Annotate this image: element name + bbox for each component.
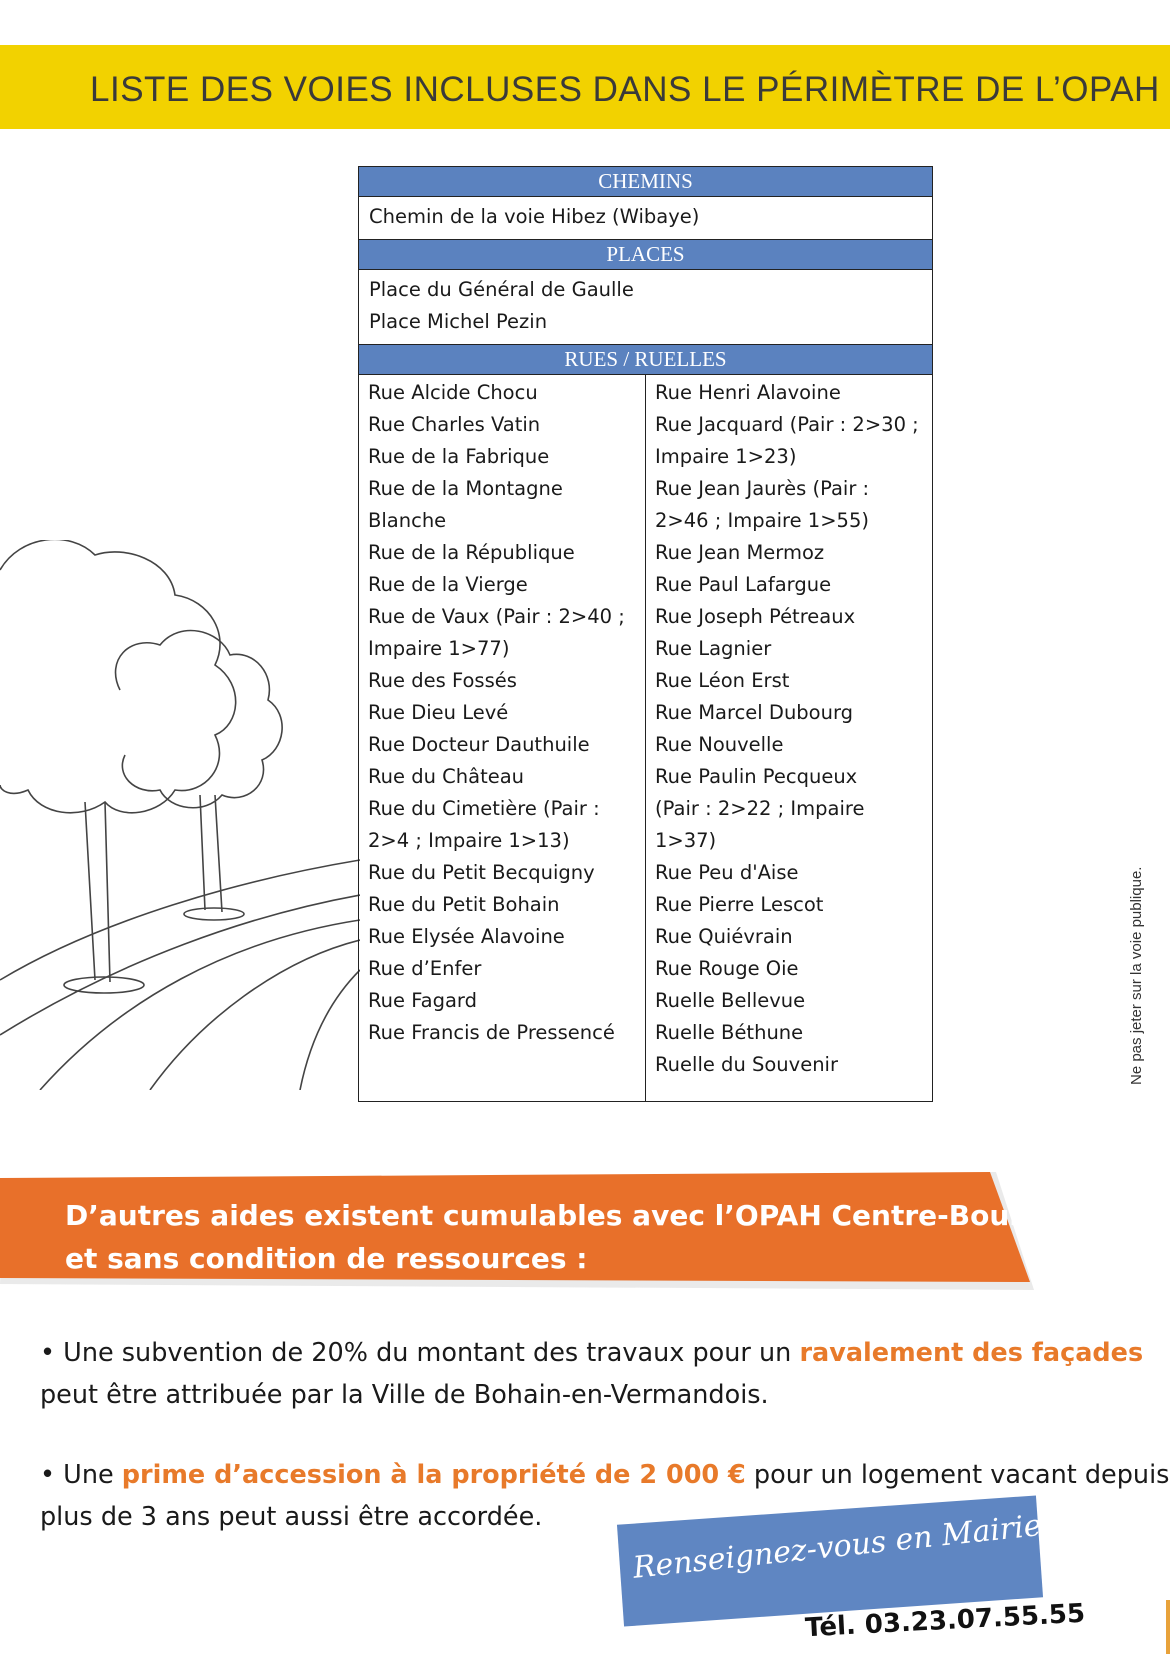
street-item: Rue Joseph Pétreaux — [655, 605, 856, 628]
street-item: Rue Fagard — [368, 989, 477, 1012]
street-item: Rue Jean Jaurès (Pair : — [655, 477, 870, 500]
street-item: Rue de la Montagne — [368, 477, 563, 500]
places-list — [359, 270, 933, 345]
phone-number: Tél. 03.23.07.55.55 — [804, 1598, 1086, 1644]
street-item: Place du Général de Gaulle — [369, 278, 634, 301]
street-item: (Pair : 2>22 ; Impaire — [655, 797, 865, 820]
para2-highlight: prime d’accession à la propriété de 2 000 € — [121, 1460, 746, 1490]
street-item: Rue du Petit Becquigny — [368, 861, 595, 884]
street-item: Rue Lagnier — [655, 637, 772, 660]
street-item: Rue Dieu Levé — [368, 701, 509, 724]
street-item: 2>4 ; Impaire 1>13) — [368, 829, 570, 852]
street-item: Rue des Fossés — [368, 669, 517, 692]
streets-table — [358, 166, 933, 1102]
mairie-callout: Renseignez-vous en Mairie ! — [631, 1505, 1065, 1586]
street-item: 2>46 ; Impaire 1>55) — [655, 509, 869, 532]
bullet: • — [40, 1338, 56, 1368]
para1-text-b: peut être attribuée par la Ville de Bohain-en-Vermandois. — [40, 1380, 769, 1410]
banner-line-1: D’autres aides existent cumulables avec l’OPAH Centre-Bourg — [65, 1199, 1044, 1232]
street-item: Rue d’Enfer — [368, 957, 482, 980]
street-item: Impaire 1>77) — [368, 637, 510, 660]
bullet: • — [40, 1460, 56, 1490]
rues-left-column — [359, 375, 646, 1102]
street-item: Rue Rouge Oie — [655, 957, 799, 980]
street-item: Ruelle Béthune — [655, 1021, 804, 1044]
street-item: Rue Henri Alavoine — [655, 381, 841, 404]
street-item: Rue de Vaux (Pair : 2>40 ; — [368, 605, 625, 628]
paragraph-subvention — [40, 1332, 1143, 1416]
street-item: Ruelle du Souvenir — [655, 1053, 838, 1076]
street-item: Rue de la République — [368, 541, 575, 564]
banner-text — [65, 1194, 1043, 1280]
street-item: Rue Alcide Chocu — [368, 381, 538, 404]
para2-text-b: pour un logement vacant depuis — [745, 1460, 1170, 1490]
rues-right-column — [646, 375, 933, 1102]
street-item: Rue Jean Mermoz — [655, 541, 825, 564]
street-item: Rue du Cimetière (Pair : — [368, 797, 600, 820]
street-item: Rue Nouvelle — [655, 733, 784, 756]
street-item: Impaire 1>23) — [655, 445, 797, 468]
section-header-rues: RUES / RUELLES — [359, 345, 933, 375]
para1-text-a: Une subvention de 20% du montant des travaux pour un — [63, 1338, 800, 1368]
chemins-list — [359, 197, 933, 240]
street-item: Rue Charles Vatin — [368, 413, 541, 436]
street-item: Rue Francis de Pressencé — [368, 1021, 615, 1044]
banner-line-2: et sans condition de ressources : — [65, 1242, 588, 1275]
section-header-chemins: CHEMINS — [359, 167, 933, 197]
page-title: LISTE DES VOIES INCLUSES DANS LE PÉRIMÈTRE DE L’OPAH — [90, 70, 1160, 109]
street-item: Chemin de la voie Hibez (Wibaye) — [369, 205, 700, 228]
street-item: Rue Paulin Pecqueux — [655, 765, 858, 788]
tree-landscape-illustration — [0, 540, 360, 1090]
street-item: Rue Docteur Dauthuile — [368, 733, 590, 756]
street-item: Rue Quiévrain — [655, 925, 793, 948]
street-item: Rue de la Fabrique — [368, 445, 550, 468]
side-note: Ne pas jeter sur la voie publique. — [1128, 866, 1145, 1085]
street-item: Rue du Petit Bohain — [368, 893, 560, 916]
street-item: Place Michel Pezin — [369, 310, 548, 333]
street-item: Rue Jacquard (Pair : 2>30 ; — [655, 413, 919, 436]
street-item: Rue Marcel Dubourg — [655, 701, 854, 724]
street-item: Rue Léon Erst — [655, 669, 790, 692]
street-item: 1>37) — [655, 829, 717, 852]
para2-text-c: plus de 3 ans peut aussi être accordée. — [40, 1502, 543, 1532]
street-item: Rue Peu d'Aise — [655, 861, 799, 884]
street-item: Blanche — [368, 509, 447, 532]
para2-text-a: Une — [63, 1460, 122, 1490]
street-item: Ruelle Bellevue — [655, 989, 806, 1012]
street-item: Rue du Château — [368, 765, 525, 788]
street-item: Rue Paul Lafargue — [655, 573, 832, 596]
street-item: Rue Pierre Lescot — [655, 893, 824, 916]
section-header-places: PLACES — [359, 240, 933, 270]
street-item: Rue Elysée Alavoine — [368, 925, 565, 948]
edge-mark — [1166, 1600, 1170, 1654]
para1-highlight: ravalement des façades — [799, 1338, 1144, 1368]
street-item: Rue de la Vierge — [368, 573, 528, 596]
